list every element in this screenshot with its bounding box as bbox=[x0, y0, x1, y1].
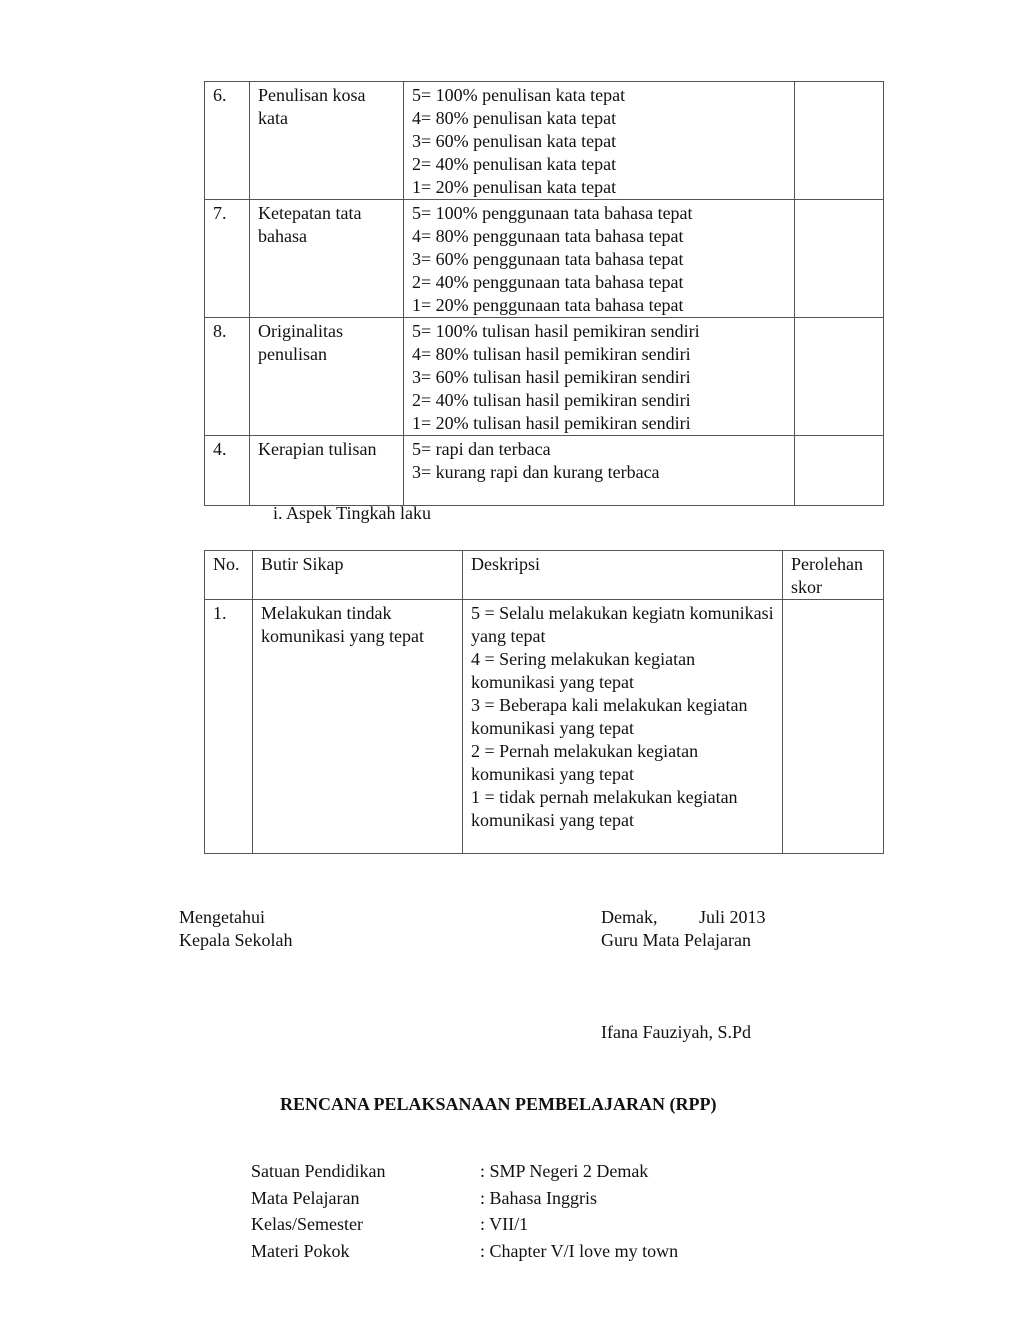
header-no: No. bbox=[205, 551, 253, 600]
row-number: 7. bbox=[205, 200, 250, 318]
field-label: Satuan Pendidikan bbox=[251, 1161, 386, 1181]
field-label: Mata Pelajaran bbox=[251, 1188, 360, 1208]
teacher-label: Guru Mata Pelajaran bbox=[601, 930, 751, 950]
score-cell bbox=[795, 200, 884, 318]
table-row bbox=[205, 200, 884, 318]
score-cell bbox=[795, 436, 884, 506]
section-heading: i. Aspek Tingkah laku bbox=[273, 503, 432, 523]
aspect-cell: Penulisan kosa kata bbox=[250, 82, 404, 200]
description-cell: 5 = Selalu melakukan kegiatn komunikasi yang tepat 4 = Sering melakukan kegiatan komunikasi yang tepat 3 = Beberapa kali melakukan kegiatan komunikasi yang tepat 2 = Pernah melakukan kegiatan komunikasi yang tepat 1 = tidak pernah melakukan kegiatan komunikasi yang tepat bbox=[463, 600, 783, 854]
aspect-cell: Ketepatan tata bahasa bbox=[250, 200, 404, 318]
header-item: Butir Sikap bbox=[253, 551, 463, 600]
criteria-cell: 5= rapi dan terbaca 3= kurang rapi dan kurang terbaca bbox=[404, 436, 795, 506]
table-row bbox=[205, 82, 884, 200]
table-row bbox=[205, 436, 884, 506]
row-number: 1. bbox=[205, 600, 253, 854]
place-label: Demak, bbox=[601, 907, 658, 927]
score-cell bbox=[795, 318, 884, 436]
table-row bbox=[205, 600, 884, 854]
aspect-cell: Kerapian tulisan bbox=[250, 436, 404, 506]
principal-label: Kepala Sekolah bbox=[179, 930, 293, 950]
date-label: Juli 2013 bbox=[699, 907, 766, 927]
header-score: Perolehan skor bbox=[783, 551, 884, 600]
row-number: 4. bbox=[205, 436, 250, 506]
rpp-title: RENCANA PELAKSANAAN PEMBELAJARAN (RPP) bbox=[280, 1094, 717, 1114]
table-row bbox=[205, 318, 884, 436]
table-header-row bbox=[205, 551, 884, 600]
criteria-cell: 5= 100% penulisan kata tepat 4= 80% penulisan kata tepat 3= 60% penulisan kata tepat 2= 40% penulisan kata tepat 1= 20% penulisan kata tepat bbox=[404, 82, 795, 200]
criteria-cell: 5= 100% penggunaan tata bahasa tepat 4= 80% penggunaan tata bahasa tepat 3= 60% penggunaan tata bahasa tepat 2= 40% penggunaan tata bahasa tepat 1= 20% penggunaan tata bahasa tepat bbox=[404, 200, 795, 318]
field-label: Materi Pokok bbox=[251, 1241, 350, 1261]
rubric-table bbox=[204, 81, 884, 506]
criteria-cell: 5= 100% tulisan hasil pemikiran sendiri 4= 80% tulisan hasil pemikiran sendiri 3= 60% tulisan hasil pemikiran sendiri 2= 40% tulisan hasil pemikiran sendiri 1= 20% tulisan hasil pemikiran sendiri bbox=[404, 318, 795, 436]
behavior-table bbox=[204, 550, 884, 854]
score-cell bbox=[783, 600, 884, 854]
aspect-cell: Originalitas penulisan bbox=[250, 318, 404, 436]
teacher-name: Ifana Fauziyah, S.Pd bbox=[601, 1022, 751, 1042]
acknowledged-label: Mengetahui bbox=[179, 907, 265, 927]
field-label: Kelas/Semester bbox=[251, 1214, 363, 1234]
field-value: : Chapter V/I love my town bbox=[480, 1241, 679, 1261]
field-value: : SMP Negeri 2 Demak bbox=[480, 1161, 649, 1181]
field-value: : VII/1 bbox=[480, 1214, 529, 1234]
item-cell: Melakukan tindak komunikasi yang tepat bbox=[253, 600, 463, 854]
header-description: Deskripsi bbox=[463, 551, 783, 600]
row-number: 6. bbox=[205, 82, 250, 200]
score-cell bbox=[795, 82, 884, 200]
row-number: 8. bbox=[205, 318, 250, 436]
field-value: : Bahasa Inggris bbox=[480, 1188, 597, 1208]
